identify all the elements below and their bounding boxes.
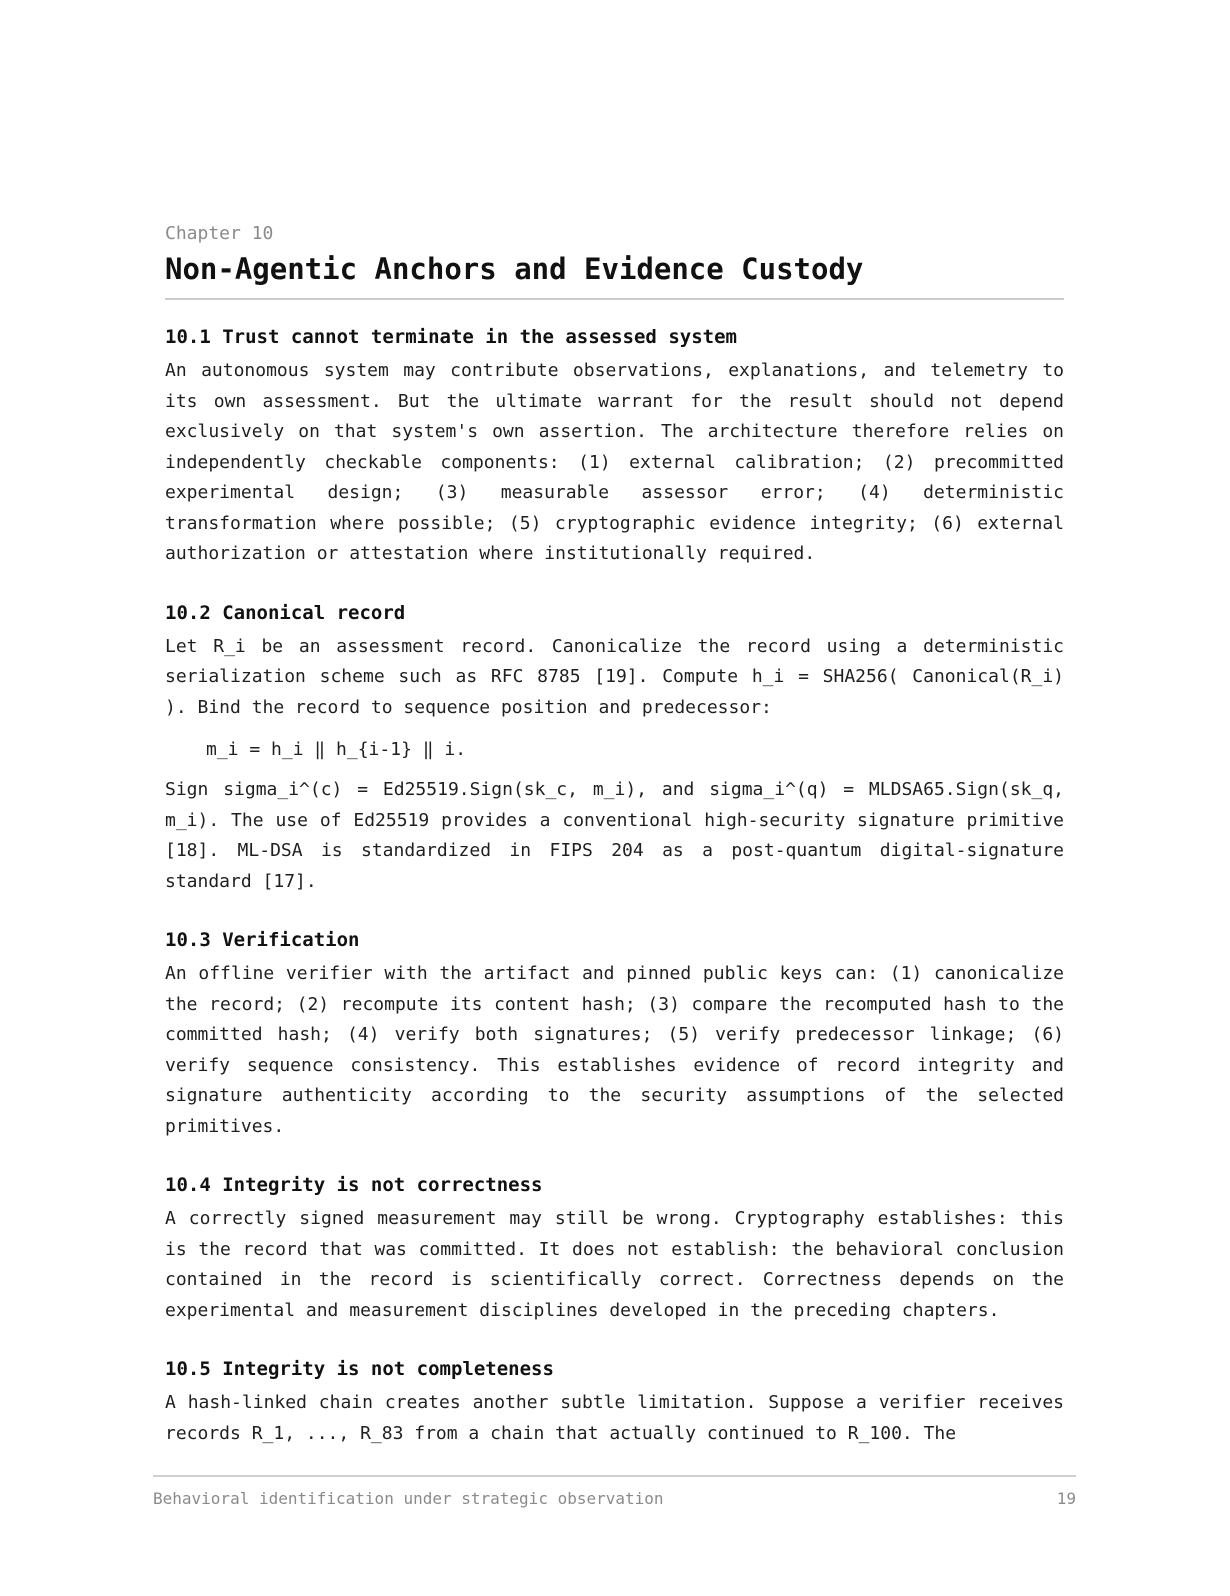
section-paragraph: Sign sigma_i^(c) = Ed25519.Sign(sk_c, m_i), and sigma_i^(q) = MLDSA65.Sign(sk_q, m_i). The use of Ed25519 provides a conventional high-security signature primitive [18]. ML-DSA is standardized in FIPS 204 as a post-quantum digital-signature standard [17]. [165, 779, 1064, 892]
chapter-title: Non-Agentic Anchors and Evidence Custody [165, 250, 1064, 300]
section-10-5 [165, 1356, 1064, 1449]
chapter-label: Chapter 10 [165, 223, 274, 244]
section-10-2 [165, 600, 1064, 898]
section-heading: 10.2 Canonical record [165, 601, 406, 624]
section-paragraph: Let R_i be an assessment record. Canonicalize the record using a deterministic serialization scheme such as RFC 8785 [19]. Compute h_i = SHA256( Canonical(R_i) ). Bind the record to sequence position and predecessor: [165, 635, 1064, 718]
section-paragraph: An autonomous system may contribute observations, explanations, and telemetry to its own assessment. But the ultimate warrant for the result should not depend exclusively on that system's own assertion. The architecture therefore relies on independently checkable components: (1) external calibration; (2) precommitted experimental design; (3) measurable assessor error; (4) deterministic transformation where possible; (5) cryptographic evidence integrity; (6) external authorization or attestation where institutionally required. [165, 360, 1064, 564]
running-title: Behavioral identification under strategic observation [153, 1489, 664, 1508]
section-heading: 10.4 Integrity is not correctness [165, 1174, 543, 1196]
section-heading: 10.3 Verification [165, 929, 360, 951]
section-10-4 [165, 1172, 1064, 1326]
section-heading: 10.1 Trust cannot terminate in the assessed system [165, 326, 737, 348]
equation: m_i = h_i ‖ h_{i-1} ‖ i. [206, 739, 467, 760]
section-heading: 10.5 Integrity is not completeness [165, 1358, 554, 1380]
page-content [165, 222, 1064, 1449]
footer-divider [153, 1475, 1076, 1477]
section-10-1 [165, 324, 1064, 570]
section-paragraph: A hash-linked chain creates another subtle limitation. Suppose a verifier receives records R_1, ..., R_83 from a chain that actually continued to R_100. The [165, 1392, 1064, 1444]
section-10-3 [165, 927, 1064, 1142]
section-paragraph: A correctly signed measurement may still be wrong. Cryptography establishes: this is the record that was committed. It does not establish: the behavioral conclusion contained in the record is scientifically correct. Correctness depends on the experimental and measurement disciplines developed in the preceding chapters. [165, 1208, 1064, 1321]
section-paragraph: An offline verifier with the artifact and pinned public keys can: (1) canonicalize the record; (2) recompute its content hash; (3) compare the recomputed hash to the committed hash; (4) verify both signatures; (5) verify predecessor linkage; (6) verify sequence consistency. This establishes evidence of record integrity and signature authenticity according to the security assumptions of the selected primitives. [165, 963, 1064, 1137]
page-number: 19 [1056, 1489, 1076, 1508]
